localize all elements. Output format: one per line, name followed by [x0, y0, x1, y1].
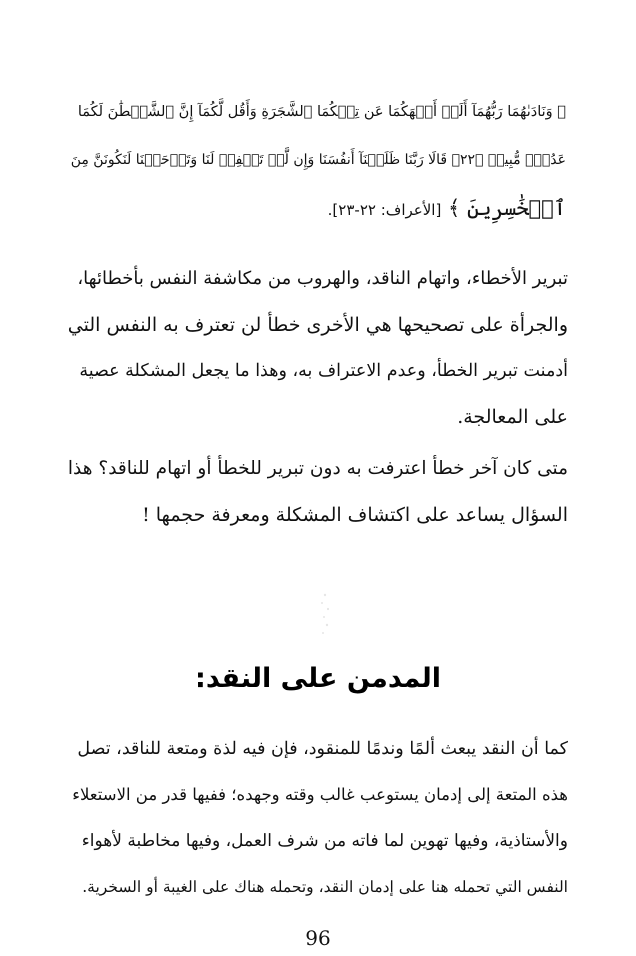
paragraph-1-line: والجرأة على تصحيحها هي الأخرى خطأ لن تعترف به النفس التي — [67, 314, 568, 336]
quran-verse-block — [70, 88, 566, 234]
paragraph-3 — [68, 726, 568, 910]
quran-line-2: عَدُوّٞ مُّبِينٞ ﴿٢٢﴾ قَالَا رَبَّنَا ظَلَمۡنَآ أَنفُسَنَا وَإِن لَّمۡ تَغۡفِرۡ لَنَا وَتَرۡحَمۡنَا لَنَكُونَنَّ مِنَ — [70, 152, 566, 168]
section-heading: المدمن على النقد: — [195, 663, 441, 694]
paragraph-3-line: كما أن النقد يبعث ألمًا وندمًا للمنقود، فإن فيه لذة ومتعة للناقد، تصل — [77, 739, 568, 759]
paragraph-2-line: السؤال يساعد على اكتشاف المشكلة ومعرفة حجمها ! — [142, 504, 568, 526]
paragraph-3-line: والأستاذية، وفيها تهوين لما فاته من شرف العمل، وفيها مخاطبة لأهواء — [81, 831, 568, 851]
page-number: 96 — [305, 926, 331, 950]
quran-line-3-text: ٱلۡخَٰسِرِينَ ﴾ — [447, 196, 566, 220]
paragraph-2-line: متى كان آخر خطأ اعترفت به دون تبرير للخطأ أو اتهام للناقد؟ هذا — [67, 458, 568, 479]
paragraph-3-line: هذه المتعة إلى إدمان يستوعب غالب وقته وجهده؛ ففيها قدر من الاستعلاء — [72, 785, 568, 804]
faint-ornament-mark — [300, 585, 350, 645]
quran-line-1: ﴿ وَنَادَىٰهُمَا رَبُّهُمَآ أَلَمۡ أَنۡهَكُمَا عَن تِلۡكُمَا ٱلشَّجَرَةِ وَأَقُل لَّكُمَآ إِنَّ ٱلشَّيۡطَٰنَ لَكُمَا — [77, 104, 566, 120]
paragraph-1 — [68, 256, 568, 440]
paragraph-1-line: أدمنت تبرير الخطأ، وعدم الاعتراف به، وهذا ما يجعل المشكلة عصية — [79, 361, 568, 381]
quran-line-3 — [70, 184, 566, 234]
paragraph-3-line: النفس التي تحمله هنا على إدمان النقد، وتحمله هناك على الغيبة أو السخرية. — [82, 878, 568, 896]
paragraph-2 — [68, 446, 568, 538]
quran-reference: [الأعراف: ٢٢-٢٣]. — [327, 201, 442, 219]
paragraph-1-line: تبرير الأخطاء، واتهام الناقد، والهروب من مكاشفة النفس بأخطائها، — [77, 268, 568, 289]
paragraph-1-line: على المعالجة. — [457, 406, 568, 428]
